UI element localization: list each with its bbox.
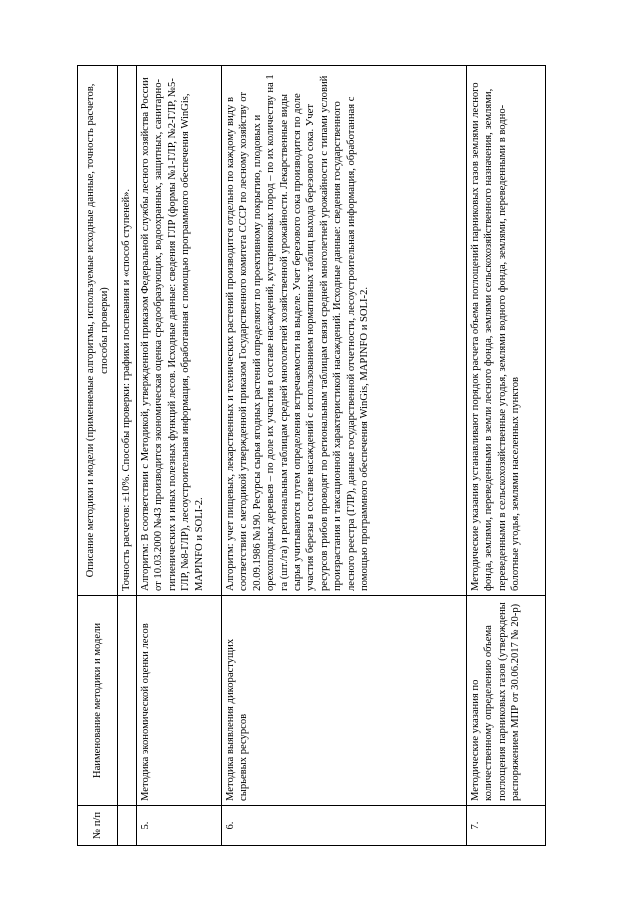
continuation-text: Точность расчетов: ±10%. Способы проверки: графики поспевания и «способ ступеней». <box>118 66 137 596</box>
continuation-row <box>118 66 137 846</box>
row-number: 6. <box>222 806 467 846</box>
header-description: Описание методики и модели (применяемые алгоритмы, используемые исходные данные, точность расчетов, способы проверки) <box>78 66 118 596</box>
method-description: Алгоритм: В соответствии с Методикой, утвержденной приказом Федеральной службы лесного хозяйства России от 10.03.2000 №43 производится экономическая оценка средообразующих, водоохранных, защитных, санитарно-гигиенических и иных полезных функций лесов. Исходные данные: сведения ГЛР (формы №1-ГЛР, №2-ГЛР, №5-ГЛР, №8-ГЛР), лесоустроительная информация, обработанная с помощью программного обеспечения WinGis, MAPINFO и SOLI-2. <box>137 66 222 596</box>
table-row <box>467 66 546 846</box>
continuation-name-cell <box>118 596 137 806</box>
method-name: Методика экономической оценки лесов <box>137 596 222 806</box>
rotated-page <box>77 66 545 846</box>
continuation-num-cell <box>118 806 137 846</box>
method-description: Алгоритм: учет пищевых, лекарственных и технических растений производится отдельно по каждому виду в соответствии с методикой утвержденной приказом Государственного комитета СССР по лесному хозяйству от 20.09.1986 №190. Ресурсы сырья ягодных растений определяют по проективному покрытию, плодовых и орехоплодных деревьев – по доле их участия в составе насаждений, кустарниковых пород – по их количеству на 1 га (шт./га) и региональным таблицам средней многолетней хозяйственной урожайности. Лекарственные виды сырья учитываются путем определения встречаемости на выделе. Учет березового сока производится по доле участия березы в составе насаждений с использованием нормативных таблиц выхода березового сока. Учет ресурсов грибов проводят по региональным таблицам связи средней многолетней урожайности с типами условий произрастания и таксационной характеристикой насаждений. Исходные данные: сведения государственного лесного реестра (ГЛР), данные государственной отчетности, лесоустроительная информация, обработанная с помощью программного обеспечения WinGis, MAPINFO и SOLI-2. <box>222 66 467 596</box>
header-number: № п/п <box>78 806 118 846</box>
method-description: Методические указания устанавливают порядок расчета объема поглощений парниковых газов землями лесного фонда, землями, переведенными в земли лесного фонда, землями сельскохозяйственного назначения, землями, переведенными в сельскохозяйственные угодья, землями водного фонда, землями, переведенными в водно-болотные угодья, землями населенных пунктов <box>467 66 546 596</box>
methods-table <box>77 65 546 846</box>
method-name: Методика выявления дикорастущих сырьевых ресурсов <box>222 596 467 806</box>
method-name: Методические указания по количественному определению объема поглощения парниковых газов (утверждены распоряжением МПР от 30.06.2017 № 20-р) <box>467 596 546 806</box>
table-row <box>137 66 222 846</box>
header-name: Наименование методики и модели <box>78 596 118 806</box>
row-number: 5. <box>137 806 222 846</box>
table-header-row <box>78 66 118 846</box>
table-row <box>222 66 467 846</box>
row-number: 7. <box>467 806 546 846</box>
